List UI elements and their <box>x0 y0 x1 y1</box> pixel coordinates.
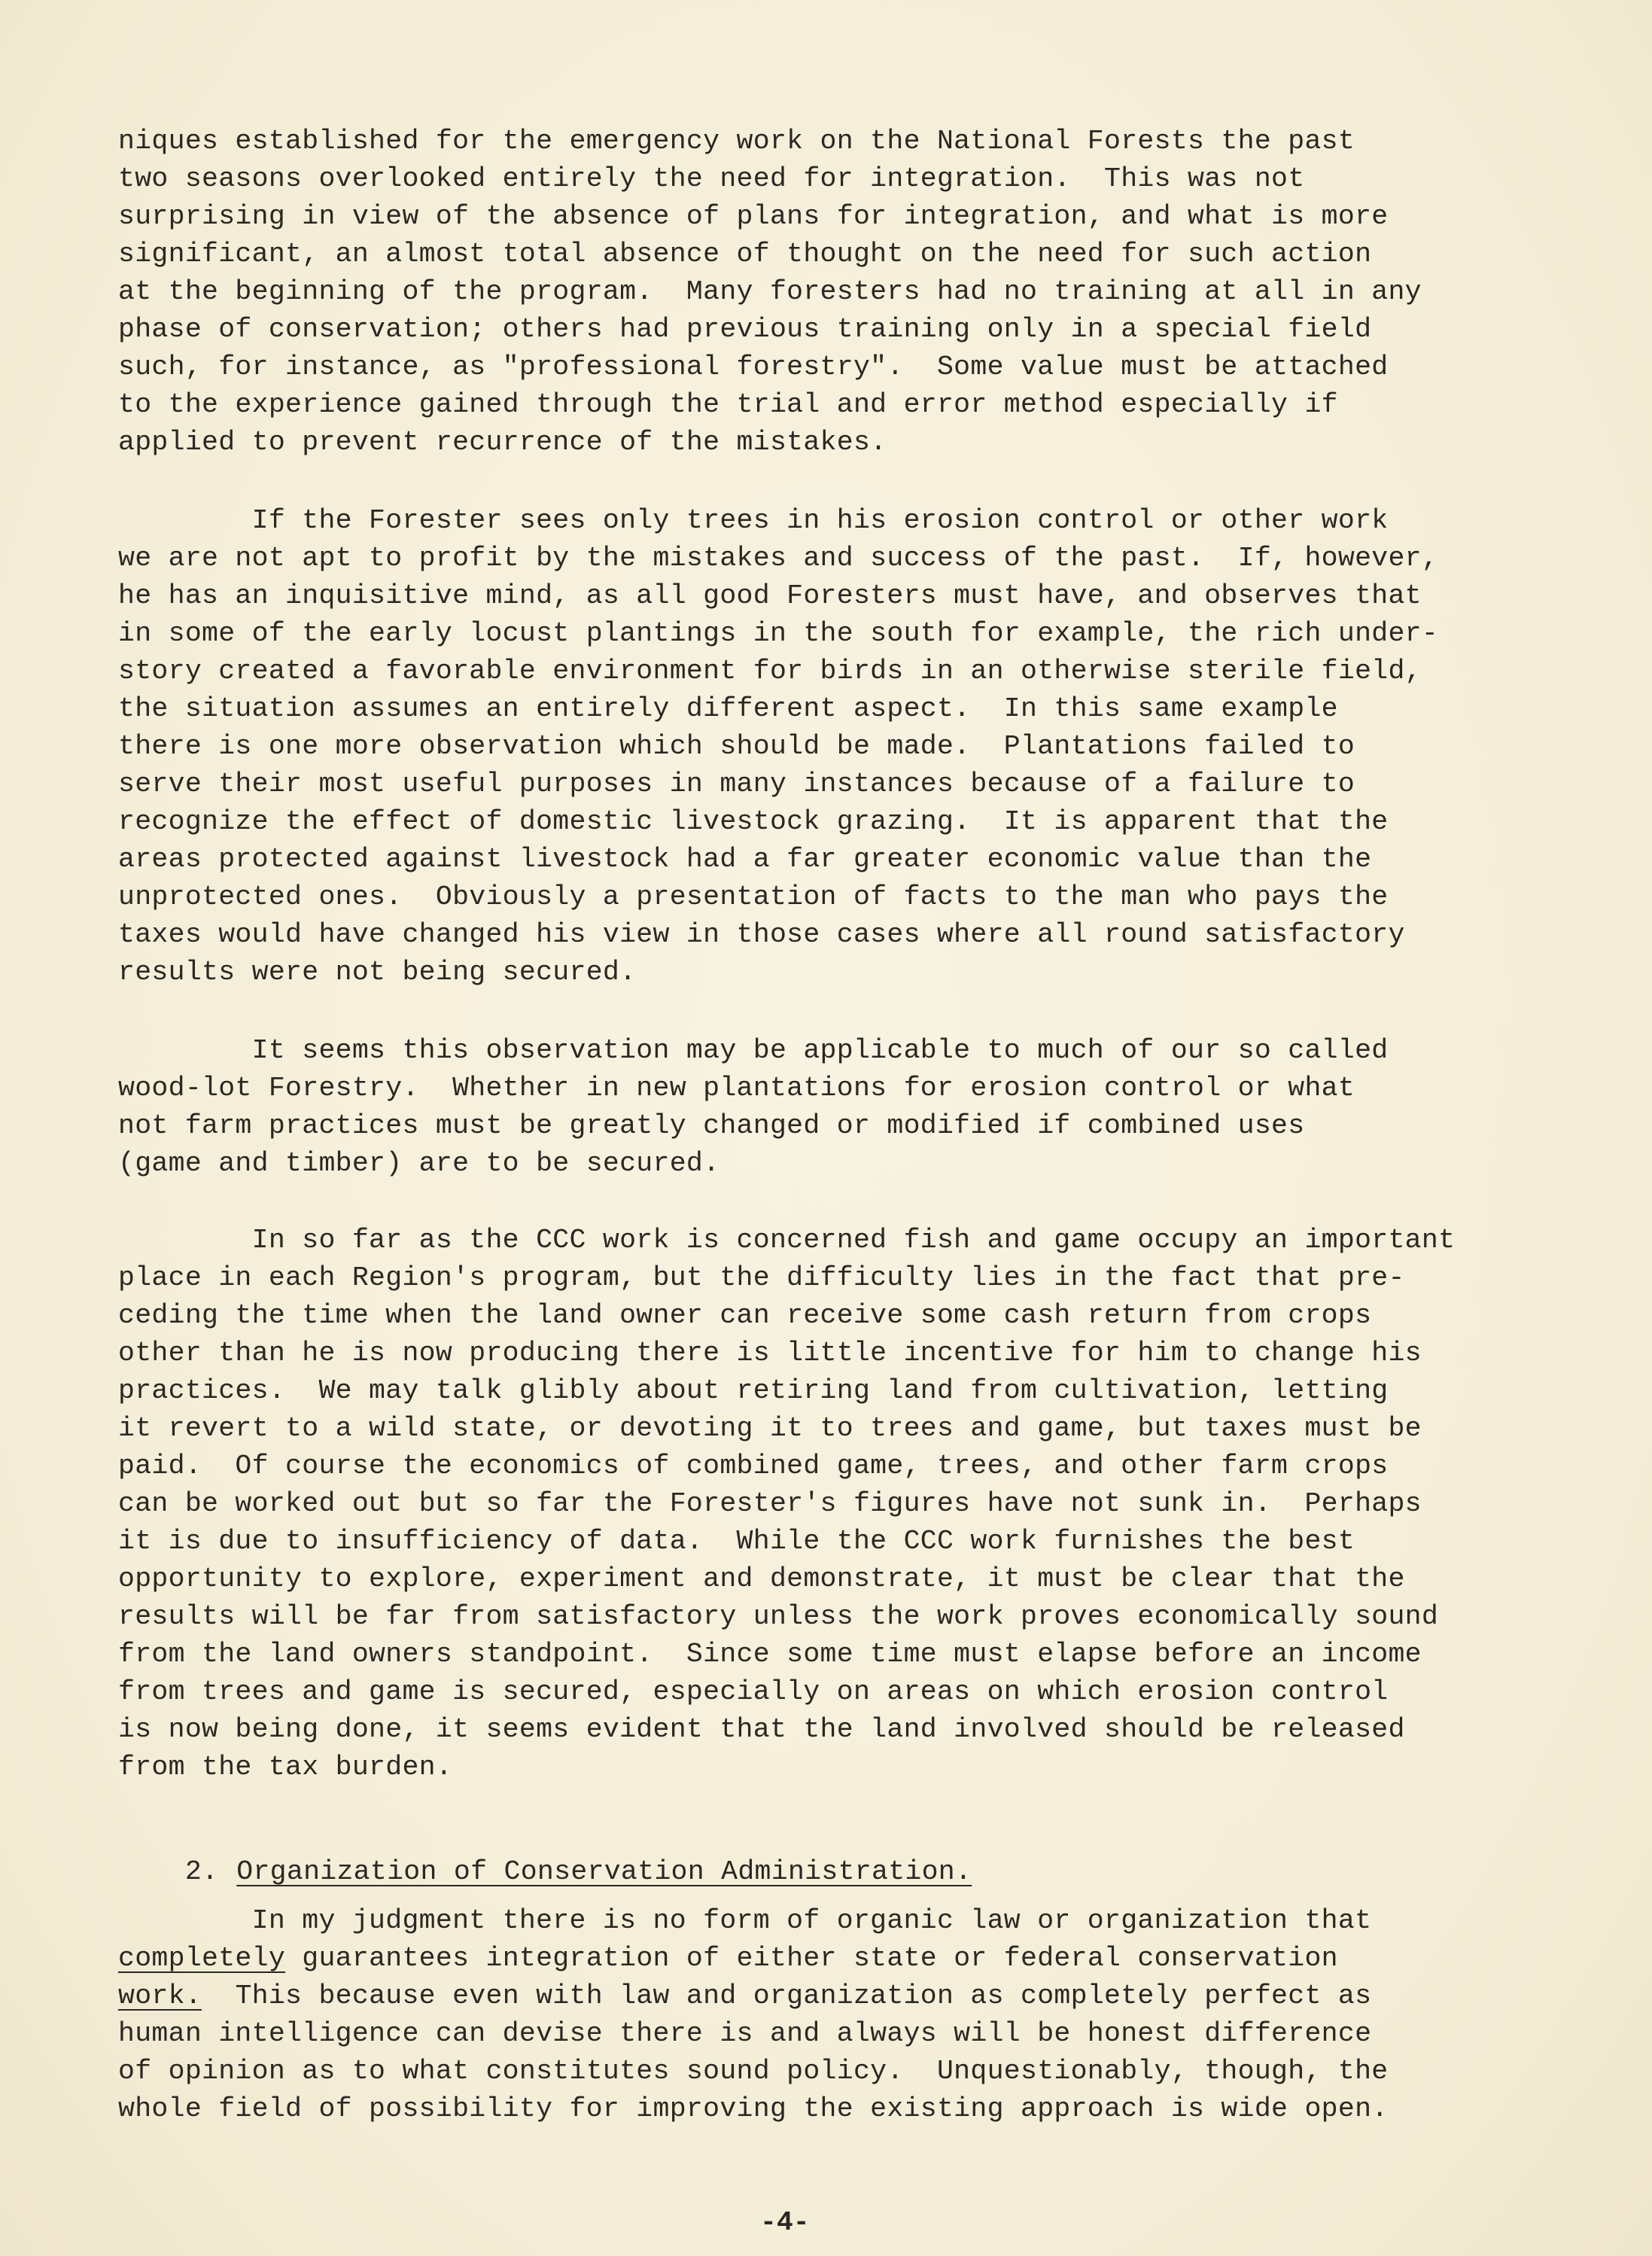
text-line: can be worked out but so far the Forester's figures have not sunk in. Perhaps <box>118 1488 1422 1519</box>
text-line: of opinion as to what constitutes sound policy. Unquestionably, though, the <box>118 2056 1389 2087</box>
page-number: -4- <box>760 2207 810 2238</box>
text-segment: This because even with law and organization as completely perfect as <box>202 1980 1372 2011</box>
text-line: recognize the effect of domestic livestock grazing. It is apparent that the <box>118 806 1389 837</box>
text-line: It seems this observation may be applicable to much of our so called <box>118 1035 1389 1066</box>
text-line: not farm practices must be greatly changed or modified if combined uses <box>118 1110 1305 1141</box>
text-line: to the experience gained through the trial and error method especially if <box>118 389 1338 420</box>
text-line: opportunity to explore, experiment and demonstrate, it must be clear that the <box>118 1563 1405 1594</box>
text-line: story created a favorable environment for birds in an otherwise sterile field, <box>118 656 1422 687</box>
text-line: two seasons overlooked entirely the need for integration. This was not <box>118 163 1305 194</box>
text-line: there is one more observation which should be made. Plantations failed to <box>118 731 1355 762</box>
text-line <box>118 1945 1338 1973</box>
text-line: areas protected against livestock had a far greater economic value than the <box>118 844 1372 875</box>
text-line: he has an inquisitive mind, as all good Foresters must have, and observes that <box>118 580 1422 611</box>
text-line: results will be far from satisfactory unless the work proves economically sound <box>118 1601 1439 1632</box>
text-line: practices. We may talk glibly about retiring land from cultivation, letting <box>118 1375 1389 1406</box>
text-line: at the beginning of the program. Many foresters had no training at all in any <box>118 276 1422 307</box>
text-line: phase of conservation; others had previous training only in a special field <box>118 314 1372 345</box>
text-line: wood-lot Forestry. Whether in new plantations for erosion control or what <box>118 1073 1355 1104</box>
text-line: from the tax burden. <box>118 1752 453 1783</box>
text-line: results were not being secured. <box>118 957 637 988</box>
text-line: niques established for the emergency work on the National Forests the past <box>118 126 1355 157</box>
section-title: Organization of Conservation Administration. <box>236 1856 972 1887</box>
text-segment: guarantees integration of either state or federal conservation <box>285 1943 1338 1974</box>
text-line: surprising in view of the absence of plans for integration, and what is more <box>118 201 1389 232</box>
text-line: it revert to a wild state, or devoting it to trees and game, but taxes must be <box>118 1413 1422 1444</box>
text-line: the situation assumes an entirely different aspect. In this same example <box>118 693 1338 724</box>
text-line: it is due to insufficiency of data. While the CCC work furnishes the best <box>118 1526 1355 1557</box>
text-line: from the land owners standpoint. Since some time must elapse before an income <box>118 1639 1422 1670</box>
text-line: In my judgment there is no form of organic law or organization that <box>118 1905 1372 1936</box>
text-line: we are not apt to profit by the mistakes and success of the past. If, however, <box>118 543 1439 574</box>
text-line: serve their most useful purposes in many instances because of a failure to <box>118 769 1355 799</box>
text-line: human intelligence can devise there is and always will be honest difference <box>118 2018 1372 2049</box>
text-line: is now being done, it seems evident that the land involved should be released <box>118 1714 1405 1745</box>
text-line: from trees and game is secured, especially on areas on which erosion control <box>118 1676 1389 1707</box>
text-line: ceding the time when the land owner can receive some cash return from crops <box>118 1300 1372 1331</box>
text-line <box>118 1980 1372 2011</box>
text-line: unprotected ones. Obviously a presentation of facts to the man who pays the <box>118 881 1389 912</box>
underlined-word: completely <box>118 1943 286 1974</box>
text-line: (game and timber) are to be secured. <box>118 1148 720 1179</box>
text-line: taxes would have changed his view in those cases where all round satisfactory <box>118 919 1405 950</box>
text-line: In so far as the CCC work is concerned fish and game occupy an important <box>118 1225 1456 1256</box>
text-line: paid. Of course the economics of combined game, trees, and other farm crops <box>118 1451 1389 1481</box>
text-line: place in each Region's program, but the difficulty lies in the fact that pre- <box>118 1262 1405 1293</box>
section-heading <box>118 1831 972 1913</box>
text-line: whole field of possibility for improving the existing approach is wide open. <box>118 2093 1389 2124</box>
text-line: significant, an almost total absence of thought on the need for such action <box>118 239 1372 269</box>
text-line: such, for instance, as "professional forestry". Some value must be attached <box>118 352 1389 382</box>
text-line: If the Forester sees only trees in his erosion control or other work <box>118 505 1389 536</box>
section-number: 2. <box>184 1856 219 1887</box>
text-line: other than he is now producing there is little incentive for him to change his <box>118 1338 1422 1369</box>
text-line: applied to prevent recurrence of the mistakes. <box>118 427 887 458</box>
text-line: in some of the early locust plantings in the south for example, the rich under- <box>118 618 1439 649</box>
underlined-word: work. <box>118 1980 202 2011</box>
